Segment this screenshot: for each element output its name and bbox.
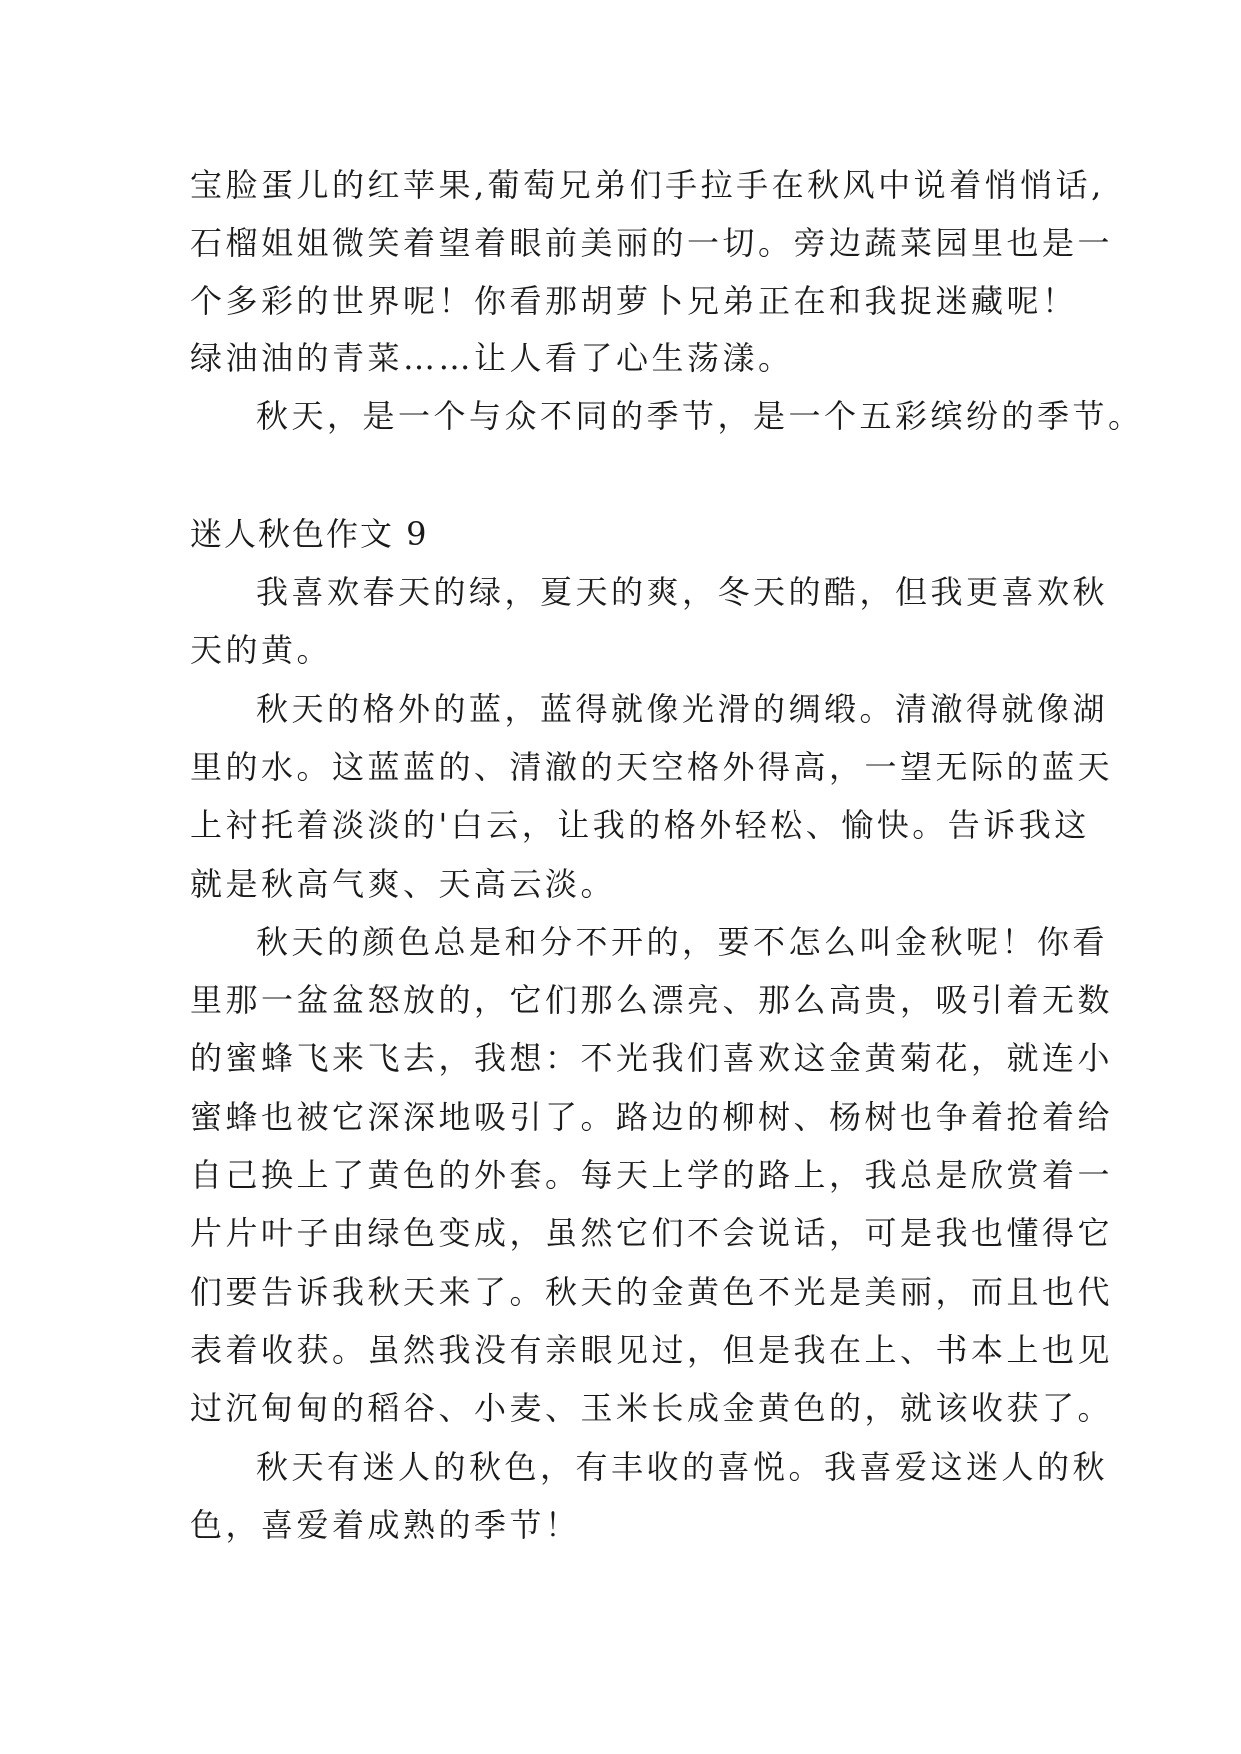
paragraph-2-line: 就是秋高气爽、天高云淡。 [190,865,617,903]
paragraph-2-line: 上衬托着淡淡的'白云，让我的格外轻松、愉快。告诉我这 [190,806,1090,844]
body-text-line: 宝脸蛋儿的红苹果,葡萄兄弟们手拉手在秋风中说着悄悄话, [190,166,1105,204]
paragraph-3-line: 们要告诉我秋天来了。秋天的金黄色不光是美丽，而且也代 [190,1273,1114,1311]
body-text-line: 石榴姐姐微笑着望着眼前美丽的一切。旁边蔬菜园里也是一 [190,224,1114,262]
paragraph-1-line: 我喜欢春天的绿，夏天的爽，冬天的酷，但我更喜欢秋 [256,573,1109,611]
paragraph-3-line: 里那一盆盆怒放的，它们那么漂亮、那么高贵，吸引着无数 [190,981,1114,1019]
paragraph-3-line: 蜜蜂也被它深深地吸引了。路边的柳树、杨树也争着抢着给 [190,1098,1114,1136]
body-text-line: 绿油油的青菜……让人看了心生荡漾。 [190,339,794,377]
paragraph-3-line: 过沉甸甸的稻谷、小麦、玉米长成金黄色的，就该收获了。 [190,1389,1114,1427]
paragraph-3-line: 片片叶子由绿色变成，虽然它们不会说话，可是我也懂得它 [190,1214,1114,1252]
paragraph-4-line: 色，喜爱着成熟的季节！ [190,1506,581,1544]
paragraph-2-line: 里的水。这蓝蓝的、清澈的天空格外得高，一望无际的蓝天 [190,748,1114,786]
paragraph-2-line: 秋天的格外的蓝，蓝得就像光滑的绸缎。清澈得就像湖 [256,690,1109,728]
paragraph-3-line: 秋天的颜色总是和分不开的，要不怎么叫金秋呢！你看 [256,923,1109,961]
paragraph-3-line: 自己换上了黄色的外套。每天上学的路上，我总是欣赏着一 [190,1156,1114,1194]
paragraph-1-line: 天的黄。 [190,631,333,669]
paragraph-3-line: 表着收获。虽然我没有亲眼见过，但是我在上、书本上也见 [190,1331,1114,1369]
body-text-line: 个多彩的世界呢！你看那胡萝卜兄弟正在和我捉迷藏呢！ [190,282,1078,320]
closing-line: 秋天，是一个与众不同的季节，是一个五彩缤纷的季节。 [256,397,1144,435]
paragraph-4-line: 秋天有迷人的秋色，有丰收的喜悦。我喜爱这迷人的秋 [256,1448,1109,1486]
paragraph-3-line: 的蜜蜂飞来飞去，我想：不光我们喜欢这金黄菊花，就连小 [190,1039,1114,1077]
essay-title: 迷人秋色作文 9 [190,515,429,553]
